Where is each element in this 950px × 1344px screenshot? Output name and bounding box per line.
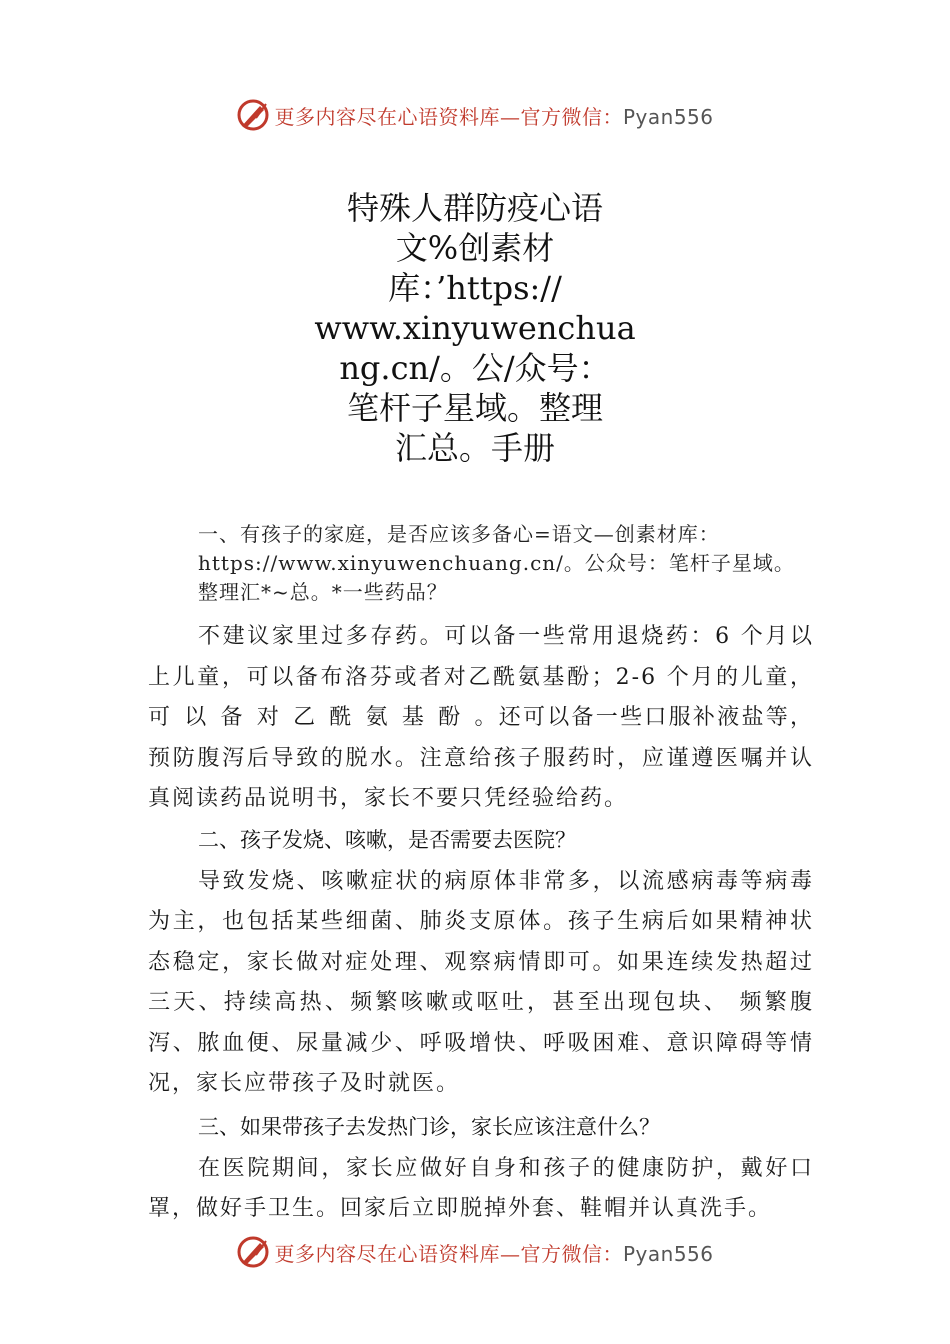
banner-text: 更多内容尽在心语资料库—官方微信：Pyan556 (274, 1241, 714, 1266)
question-1-line: 整理汇*~总。*一些药品？ (198, 580, 448, 604)
question-2-heading: 二、孩子发烧、咳嗽，是否需要去医院？ (198, 827, 576, 852)
title-line: 库：’https:// (388, 269, 562, 307)
spaced-text: 可以备对乙酰氨基酚 (148, 705, 475, 730)
paragraph-2: 导致发烧、咳嗽症状的病原体非常多，以流感病毒等病毒为主，也包括某些细菌、肺炎支原体。孩子生病后如果精神状态稳定，家长做对症处理、观察病情即可。如果连续发热超过三天、持续高热、频繁咳嗽或呕吐，甚至出现包块、 频繁腹泻、脓血便、尿量减少、呼吸增快、呼吸困难、意识障碍等情况，家长应带孩子及时就医。 (148, 868, 814, 1096)
title-line: 文%创素材 (395, 229, 555, 267)
document-title (0, 188, 950, 468)
title-line: 汇总。手册 (394, 429, 555, 467)
wechat-id: Pyan556 (622, 1241, 714, 1266)
title-line: 特殊人群防疫心语 (346, 189, 603, 227)
footer-banner (0, 1232, 950, 1272)
document-body (148, 520, 814, 1230)
pen-logo-icon (236, 98, 270, 132)
paragraph-3: 在医院期间，家长应做好自身和孩子的健康防护，戴好口罩，做好手卫生。回家后立即脱掉外套、鞋帽并认真洗手。 (148, 1155, 814, 1221)
question-1-line: https://www.xinyuwenchuang.cn/。公众号：笔杆子星域。 (198, 551, 795, 575)
pen-logo-icon (236, 1235, 270, 1269)
title-line: 笔杆子星域。整理 (346, 389, 603, 427)
question-1-heading (198, 520, 814, 607)
title-line: ng.cn/。公/众号： (339, 349, 611, 387)
banner-text: 更多内容尽在心语资料库—官方微信：Pyan556 (274, 104, 714, 129)
question-1-line: 一、有孩子的家庭，是否应该多备心=语文—创素材库： (198, 522, 720, 546)
title-line: www.xinyuwenchua (314, 309, 636, 347)
paragraph-1: 不建议家里过多存药。可以备一些常用退烧药：6 个月以上儿童，可以备布洛芬或者对乙酰氨基酚；2-6 个月的儿童，可以备对乙酰氨基酚。还可以备一些口服补液盐等，预防腹泻后导致的脱水。注意给孩子服药时，应谨遵医嘱并认真阅读药品说明书，家长不要只凭经验给药。 (148, 624, 814, 811)
wechat-id: Pyan556 (622, 104, 714, 129)
header-banner (0, 95, 950, 135)
question-3-heading: 三、如果带孩子去发热门诊，家长应该注意什么？ (198, 1114, 660, 1139)
